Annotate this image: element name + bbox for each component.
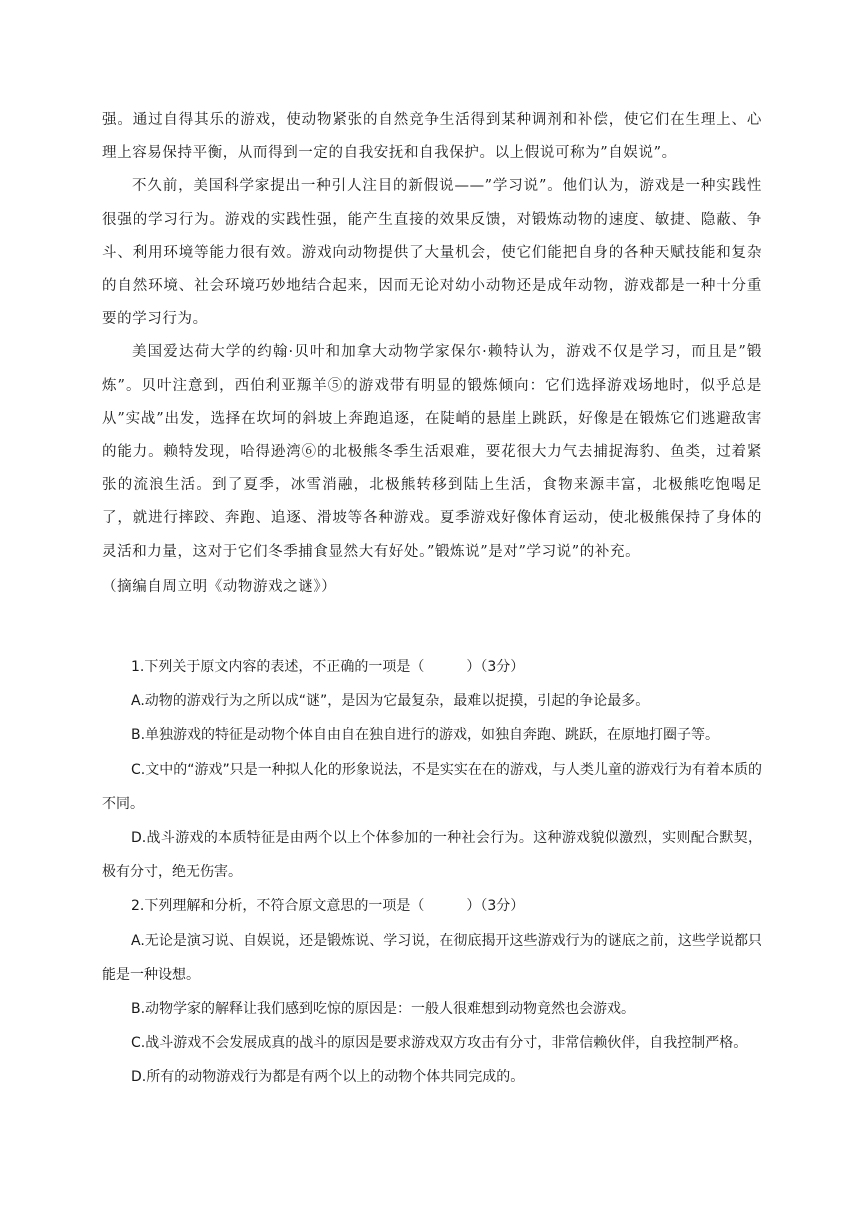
answer-option: B.动物学家的解释让我们感到吃惊的原因是：一般人很难想到动物竟然也会游戏。 xyxy=(131,1001,636,1018)
answer-option: C.战斗游戏不会发展成真的战斗的原因是要求游戏双方攻击有分寸，非常信赖伙伴，自我控制严格。 xyxy=(131,1035,748,1052)
answer-option: A.无论是演习说、自娱说，还是锻炼说、学习说，在彻底揭开这些游戏行为的谜底之前，这些学说都只能是一种设想。 xyxy=(102,932,762,983)
answer-option: A.动物的游戏行为之所以成“谜”，是因为它最复杂，最难以捉摸，引起的争论最多。 xyxy=(131,693,650,710)
answer-option: B.单独游戏的特征是动物个体自由自在独自进行的游戏，如独自奔跑、跳跃，在原地打圈子等。 xyxy=(131,727,720,744)
answer-option: D.所有的动物游戏行为都是有两个以上的动物个体共同完成的。 xyxy=(131,1069,525,1086)
article-source: （摘编自周立明《动物游戏之谜》） xyxy=(102,578,337,595)
question-stem: 2.下列理解和分析，不符合原文意思的一项是（ ）（3分） xyxy=(131,898,525,915)
article-paragraph: 强。通过自得其乐的游戏，使动物紧张的自然竞争生活得到某种调剂和补偿，使它们在生理上、心理上容易保持平衡，从而得到一定的自我安抚和自我保护。以上假说可称为”自娱说”。 xyxy=(102,112,762,162)
answer-option: D.战斗游戏的本质特征是由两个以上个体参加的一种社会行为。这种游戏貌似激烈，实则配合默契，极有分寸，绝无伤害。 xyxy=(102,830,762,881)
question-stem: 1.下列关于原文内容的表述，不正确的一项是（ ）（3分） xyxy=(131,659,525,675)
article-paragraph: 不久前，美国科学家提出一种引人注目的新假说——”学习说”。他们认为，游戏是一种实践性很强的学习行为。游戏的实践性强，能产生直接的效果反馈，对锻炼动物的速度、敏捷、隐蔽、争斗、利用环境等能力很有效。游戏向动物提供了大量机会，使它们能把自身的各种天赋技能和复杂的自然环境、社会环境巧妙地结合起来，因而无论对幼小动物还是成年动物，游戏都是一种十分重要的学习行为。 xyxy=(102,178,762,328)
question-section xyxy=(102,650,762,1095)
answer-option: C.文中的“游戏”只是一种拟人化的形象说法，不是实实在在的游戏，与人类儿童的游戏行为有着本质的不同。 xyxy=(102,761,762,812)
article-paragraph: 美国爱达荷大学的约翰·贝叶和加拿大动物学家保尔·赖特认为，游戏不仅是学习，而且是”锻炼”。贝叶注意到，西伯利亚羱羊⑤的游戏带有明显的锻炼倾向：它们选择游戏场地时，似乎总是从”实战”出发，选择在坎坷的斜坡上奔跑追逐，在陡峭的悬崖上跳跃，好像是在锻炼它们逃避敌害的能力。赖特发现，哈得逊湾⑥的北极熊冬季生活艰难，要花很大力气去捕捉海豹、鱼类，过着紧张的流浪生活。到了夏季，冰雪消融，北极熊转移到陆上生活，食物来源丰富，北极熊吃饱喝足了，就进行摔跤、奔跑、追逐、滑坡等各种游戏。夏季游戏好像体育运动，使北极熊保持了身体的灵活和力量，这对于它们冬季捕食显然大有好处。”锻炼说”是对”学习说”的补充。 xyxy=(102,344,762,560)
article-passage xyxy=(102,104,762,604)
